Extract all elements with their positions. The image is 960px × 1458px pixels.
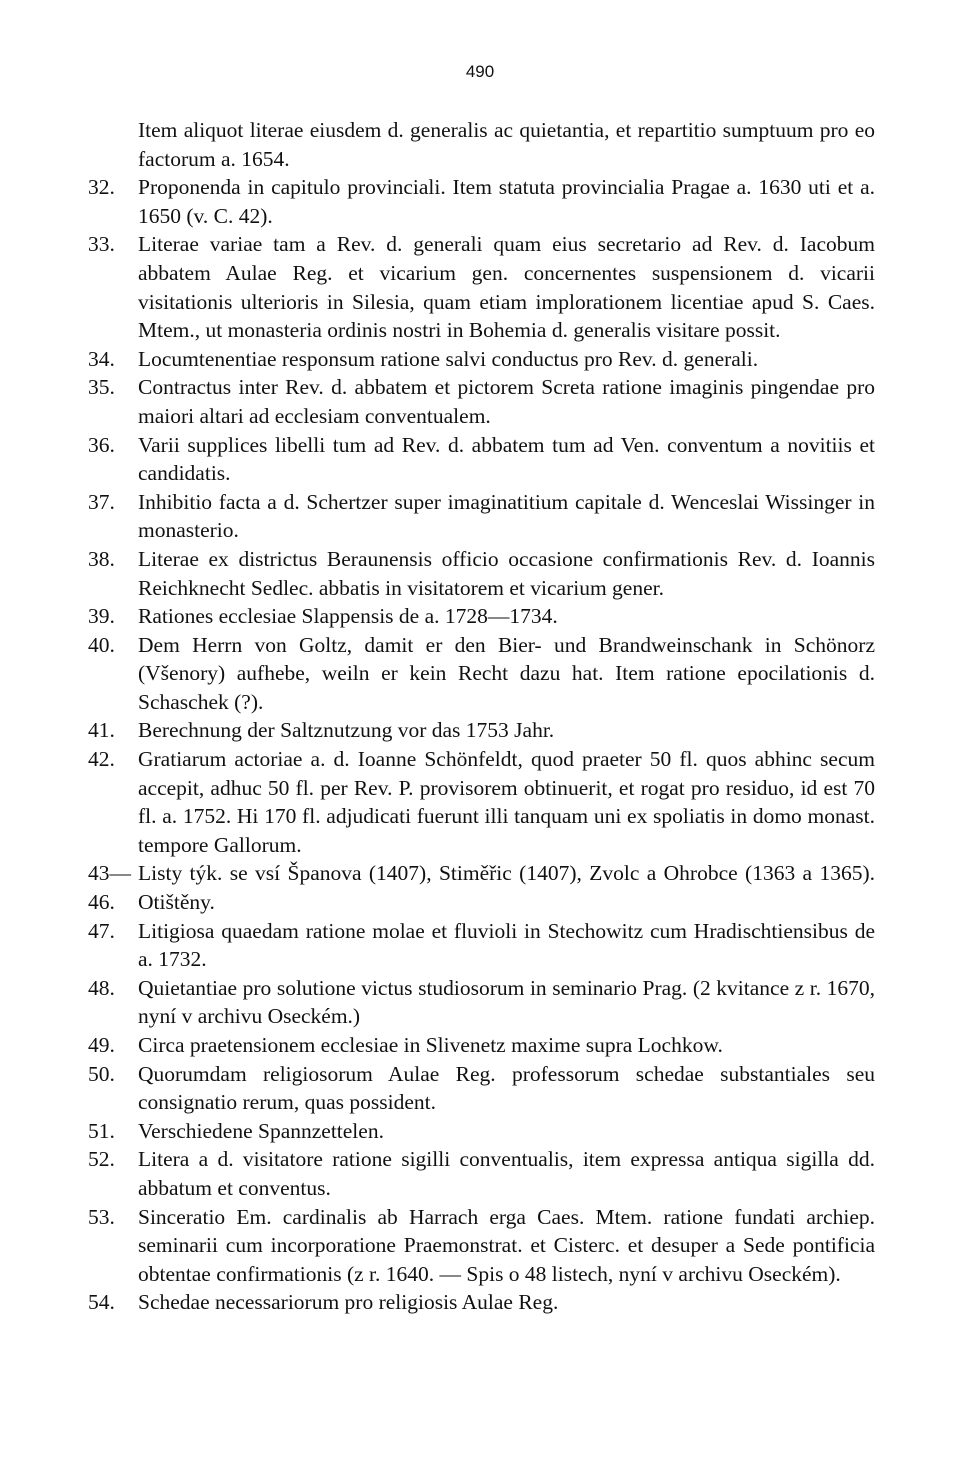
- entry-number: 33.: [88, 232, 115, 257]
- list-item: [0, 1288, 960, 1317]
- list-item: [0, 974, 960, 1031]
- entry-number: 38.: [88, 546, 115, 571]
- entry-text: Circa praetensionem ecclesiae in Slivenetz maxime supra Lochkow.: [138, 1033, 723, 1057]
- entry-number: 42.: [88, 747, 115, 772]
- entry-text: Proponenda in capitulo provinciali. Item statuta provincialia Pragae a. 1630 uti et a. 1650 (v. C. 42).: [138, 175, 875, 228]
- entry-number: 50.: [88, 1061, 115, 1086]
- list-item: [0, 1145, 960, 1202]
- entry-text: Locumtenentiae responsum ratione salvi conductus pro Rev. d. generali.: [138, 346, 759, 371]
- entry-number: 41.: [88, 718, 115, 743]
- page-number: 490: [465, 62, 495, 81]
- list-item: [0, 859, 960, 916]
- entry-number: 47.: [88, 918, 115, 943]
- list-item: [0, 1203, 960, 1289]
- entry-text: Litera a d. visitatore ratione sigilli conventualis, item expressa antiqua sigilla dd. abbatum et conventus.: [138, 1147, 875, 1200]
- list-item: [0, 488, 960, 545]
- entry-text: Quorumdam religiosorum Aulae Reg. professorum schedae substantiales seu consignatio rerum, quas possident.: [138, 1061, 875, 1115]
- entry-text: Schedae necessariorum pro religiosis Aulae Reg.: [138, 1290, 559, 1315]
- entry-text: Litigiosa quaedam ratione molae et fluvioli in Stechowitz cum Hradischtiensibus de a. 1732.: [138, 918, 875, 972]
- entry-text: Dem Herrn von Goltz, damit er den Bier- und Brandweinschank in Schönorz (Všenory) aufhebe, weiln er kein Recht dazu hat. Item ratione epocilationis d. Schaschek (?).: [138, 632, 875, 714]
- entry-number: 32.: [88, 175, 115, 200]
- entry-text: Listy týk. se vsí Španova (1407), Stiměřic (1407), Zvolc a Ohrobce (1363 a 1365). Otištěny.: [138, 861, 875, 915]
- entry-number: 52.: [88, 1147, 115, 1172]
- list-item: [0, 745, 960, 859]
- list-item: [0, 716, 960, 745]
- list-item: [0, 1117, 960, 1146]
- entry-number: 48.: [88, 975, 115, 1000]
- entry-number: 53.: [88, 1204, 115, 1229]
- entry-text: Varii supplices libelli tum ad Rev. d. abbatem tum ad Ven. conventum a novitiis et candidatis.: [138, 432, 875, 486]
- entry-text: Sinceratio Em. cardinalis ab Harrach erga Caes. Mtem. ratione fundati archiep. seminarii cum incorporatione Praemonstrat. et Cisterc. et desuper a Sede pontificia obtentae confirmationis (z r. 1640. — Spis o 48 listech, nyní v archivu Oseckém).: [138, 1204, 875, 1286]
- entry-text: Berechnung der Saltznutzung vor das 1753 Jahr.: [138, 718, 555, 743]
- list-item: [0, 173, 960, 230]
- entry-number: 34.: [88, 346, 115, 371]
- list-item: [0, 631, 960, 717]
- entry-number: 35.: [88, 375, 115, 400]
- entry-number: 49.: [88, 1033, 115, 1057]
- entry-text: Literae variae tam a Rev. d. generali quam eius secretario ad Rev. d. Iacobum abbatem Aulae Reg. et vicarium gen. concernentes suspensionem d. vicarii visitationis ulterioris in Silesia, quam etiam implorationem licentiae apud S. Caes. Mtem., ut monasteria ordinis nostri in Bohemia d. generalis visitare possit.: [138, 232, 875, 343]
- list-item: [0, 431, 960, 488]
- entry-text: Rationes ecclesiae Slappensis de a. 1728—1734.: [138, 604, 558, 629]
- entry-list: [0, 116, 960, 1317]
- list-item: [0, 1031, 960, 1060]
- list-item: [0, 230, 960, 344]
- list-item: [0, 345, 960, 374]
- entry-text: Item aliquot literae eiusdem d. generalis ac quietantia, et repartitio sumptuum pro eo factorum a. 1654.: [138, 118, 875, 171]
- entry-number: 39.: [88, 604, 115, 629]
- entry-text: Literae ex districtus Beraunensis officio occasione confirmationis Rev. d. Ioannis Reichknecht Sedlec. abbatis in visitatorem et vicarium gener.: [138, 546, 875, 600]
- list-item: [0, 1060, 960, 1117]
- list-item: [0, 917, 960, 974]
- entry-number: 43—46.: [88, 861, 131, 915]
- list-item: [0, 373, 960, 430]
- entry-number: 54.: [88, 1290, 115, 1315]
- entry-text: Contractus inter Rev. d. abbatem et pictorem Screta ratione imaginis pingendae pro maiori altari ad ecclesiam conventualem.: [138, 375, 875, 428]
- list-item: [0, 545, 960, 602]
- entry-text: Quietantiae pro solutione victus studiosorum in seminario Prag. (2 kvitance z r. 1670, nyní v archivu Oseckém.): [138, 975, 875, 1029]
- entry-number: 37.: [88, 489, 115, 514]
- entry-number: 51.: [88, 1118, 115, 1143]
- entry-text: Verschiedene Spannzettelen.: [138, 1118, 384, 1143]
- entry-number: 40.: [88, 632, 115, 657]
- entry-text: Inhibitio facta a d. Schertzer super imaginatitium capitale d. Wenceslai Wissinger in monasterio.: [138, 489, 875, 543]
- entry-text: Gratiarum actoriae a. d. Ioanne Schönfeldt, quod praeter 50 fl. quos abhinc secum accepit, adhuc 50 fl. per Rev. P. provisorem obtinuerit, et rogat pro residuo, id est 70 fl. a. 1752. Hi 170 fl. adjudicati fuerunt illi tanquam uni ex spoliatis in domo monast. tempore Gallorum.: [138, 747, 875, 857]
- entry-number: 36.: [88, 432, 115, 457]
- list-item: [0, 602, 960, 631]
- list-item: [0, 116, 960, 173]
